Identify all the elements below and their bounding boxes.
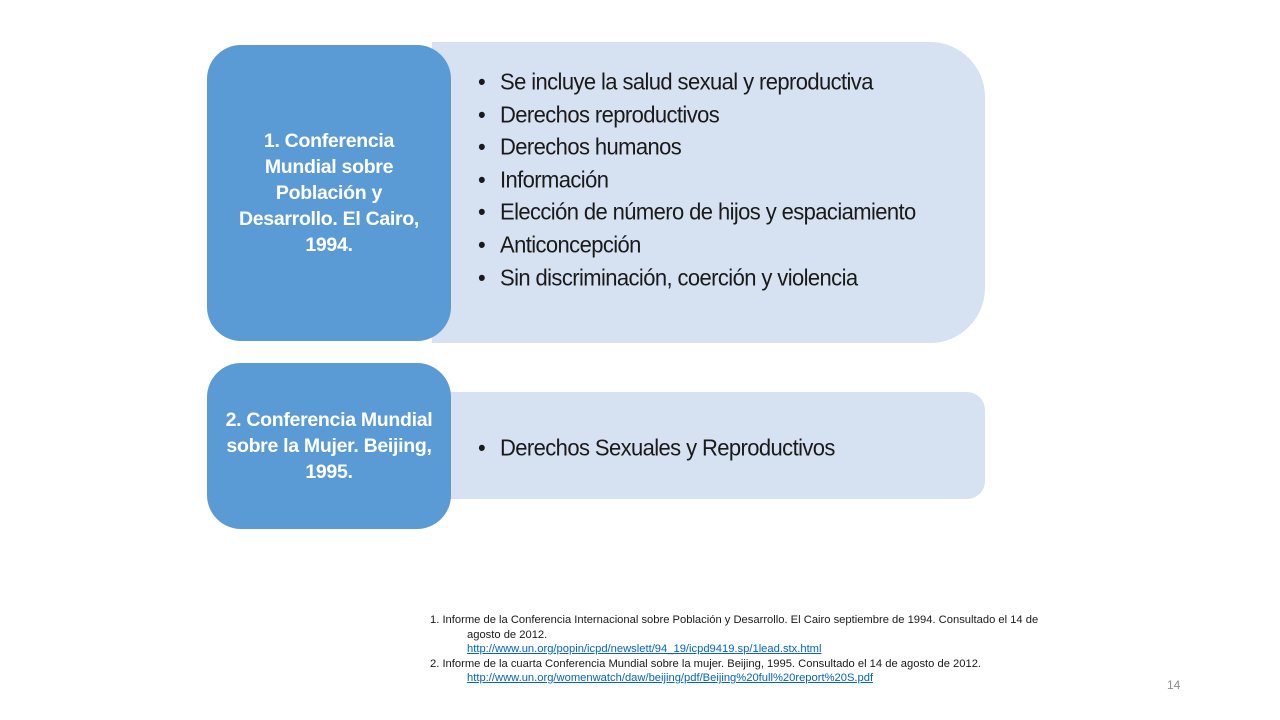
bullet-item: • Elección de número de hijos y espaciamiento bbox=[476, 196, 965, 230]
content-panel-beijing bbox=[432, 392, 985, 499]
bullet-list-cairo bbox=[476, 66, 965, 294]
footnote-2-link[interactable]: http://www.un.org/womenwatch/daw/beijing/pdf/Beijing%20full%20report%20S.pdf bbox=[467, 672, 874, 684]
footnotes bbox=[430, 613, 1070, 686]
footnote-1-link[interactable]: http://www.un.org/popin/icpd/newslett/94_19/icpd9419.sp/1lead.stx.html bbox=[467, 643, 822, 655]
footnote-2 bbox=[430, 657, 1070, 686]
bullet-item: • Sin discriminación, coerción y violencia bbox=[476, 261, 965, 295]
footnote-1 bbox=[430, 613, 1070, 657]
bullet-list-beijing bbox=[476, 432, 965, 465]
footnote-1-text: 1. Informe de la Conferencia Internacional sobre Población y Desarrollo. El Cairo septiembre de 1994. Consultado el 14 de agosto de 2012. bbox=[430, 614, 1039, 641]
header-box-cairo bbox=[207, 45, 451, 341]
bullet-item: • Derechos Sexuales y Reproductivos bbox=[476, 431, 965, 465]
bullet-item: • Información bbox=[476, 163, 965, 197]
bullet-item: • Se incluye la salud sexual y reproductiva bbox=[476, 65, 965, 99]
footnote-2-text: 2. Informe de la cuarta Conferencia Mundial sobre la mujer. Beijing, 1995. Consultado el 14 de agosto de 2012. bbox=[430, 657, 982, 670]
bullet-item: • Derechos reproductivos bbox=[476, 98, 965, 132]
header-title-cairo: 1. Conferencia Mundial sobre Población y Desarrollo. El Cairo, 1994. bbox=[238, 130, 420, 256]
content-panel-cairo bbox=[432, 42, 985, 343]
bullet-item: • Anticoncepción bbox=[476, 228, 965, 262]
page-number: 14 bbox=[1167, 678, 1181, 692]
header-box-beijing bbox=[207, 363, 451, 529]
bullet-item: • Derechos humanos bbox=[476, 131, 965, 165]
header-title-beijing: 2. Conferencia Mundial sobre la Mujer. Beijing, 1995. bbox=[225, 409, 433, 483]
